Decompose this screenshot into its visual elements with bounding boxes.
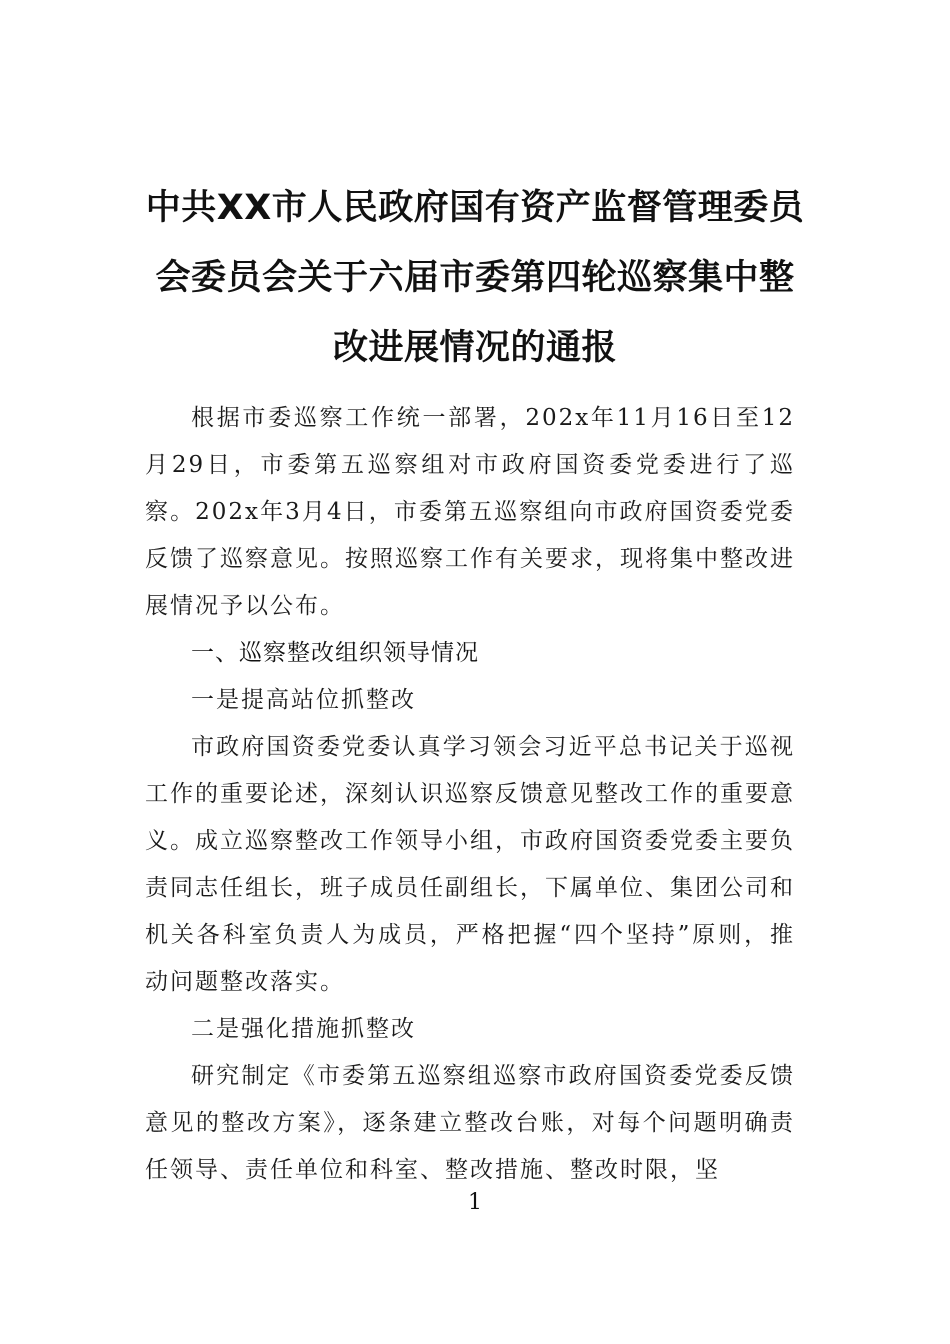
subsection-2-heading: 二是强化措施抓整改	[191, 1016, 416, 1042]
document-title	[120, 173, 830, 383]
subsection-1-heading: 一是提高站位抓整改	[191, 687, 416, 713]
title-line-3: 改进展情况的通报	[332, 328, 617, 369]
page-number: 1	[468, 1190, 482, 1215]
subsection-1-paragraph: 市政府国资委党委认真学习领会习近平总书记关于巡视工作的重要论述，深刻认识巡察反馈意见整改工作的重要意义。成立巡察整改工作领导小组，市政府国资委党委主要负责同志任组长，班子成员任副组长，下属单位、集团公司和机关各科室负责人为成员，严格把握“四个坚持”原则，推动问题整改落实。	[145, 734, 795, 995]
intro-paragraph: 根据市委巡察工作统一部署，202x年11月16日至12月29日，市委第五巡察组对市政府国资委党委进行了巡察。202x年3月4日，市委第五巡察组向市政府国资委党委反馈了巡察意见。按照巡察工作有关要求，现将集中整改进展情况予以公布。	[145, 405, 795, 619]
document-body	[145, 395, 795, 1194]
subsection-2-paragraph: 研究制定《市委第五巡察组巡察市政府国资委党委反馈意见的整改方案》，逐条建立整改台账，对每个问题明确责任领导、责任单位和科室、整改措施、整改时限，坚	[145, 1063, 795, 1183]
title-line-1: 中共XX市人民政府国有资产监督管理委员	[145, 188, 805, 229]
title-line-2: 会委员会关于六届市委第四轮巡察集中整	[155, 258, 795, 299]
section-1-heading: 一、巡察整改组织领导情况	[191, 640, 479, 666]
